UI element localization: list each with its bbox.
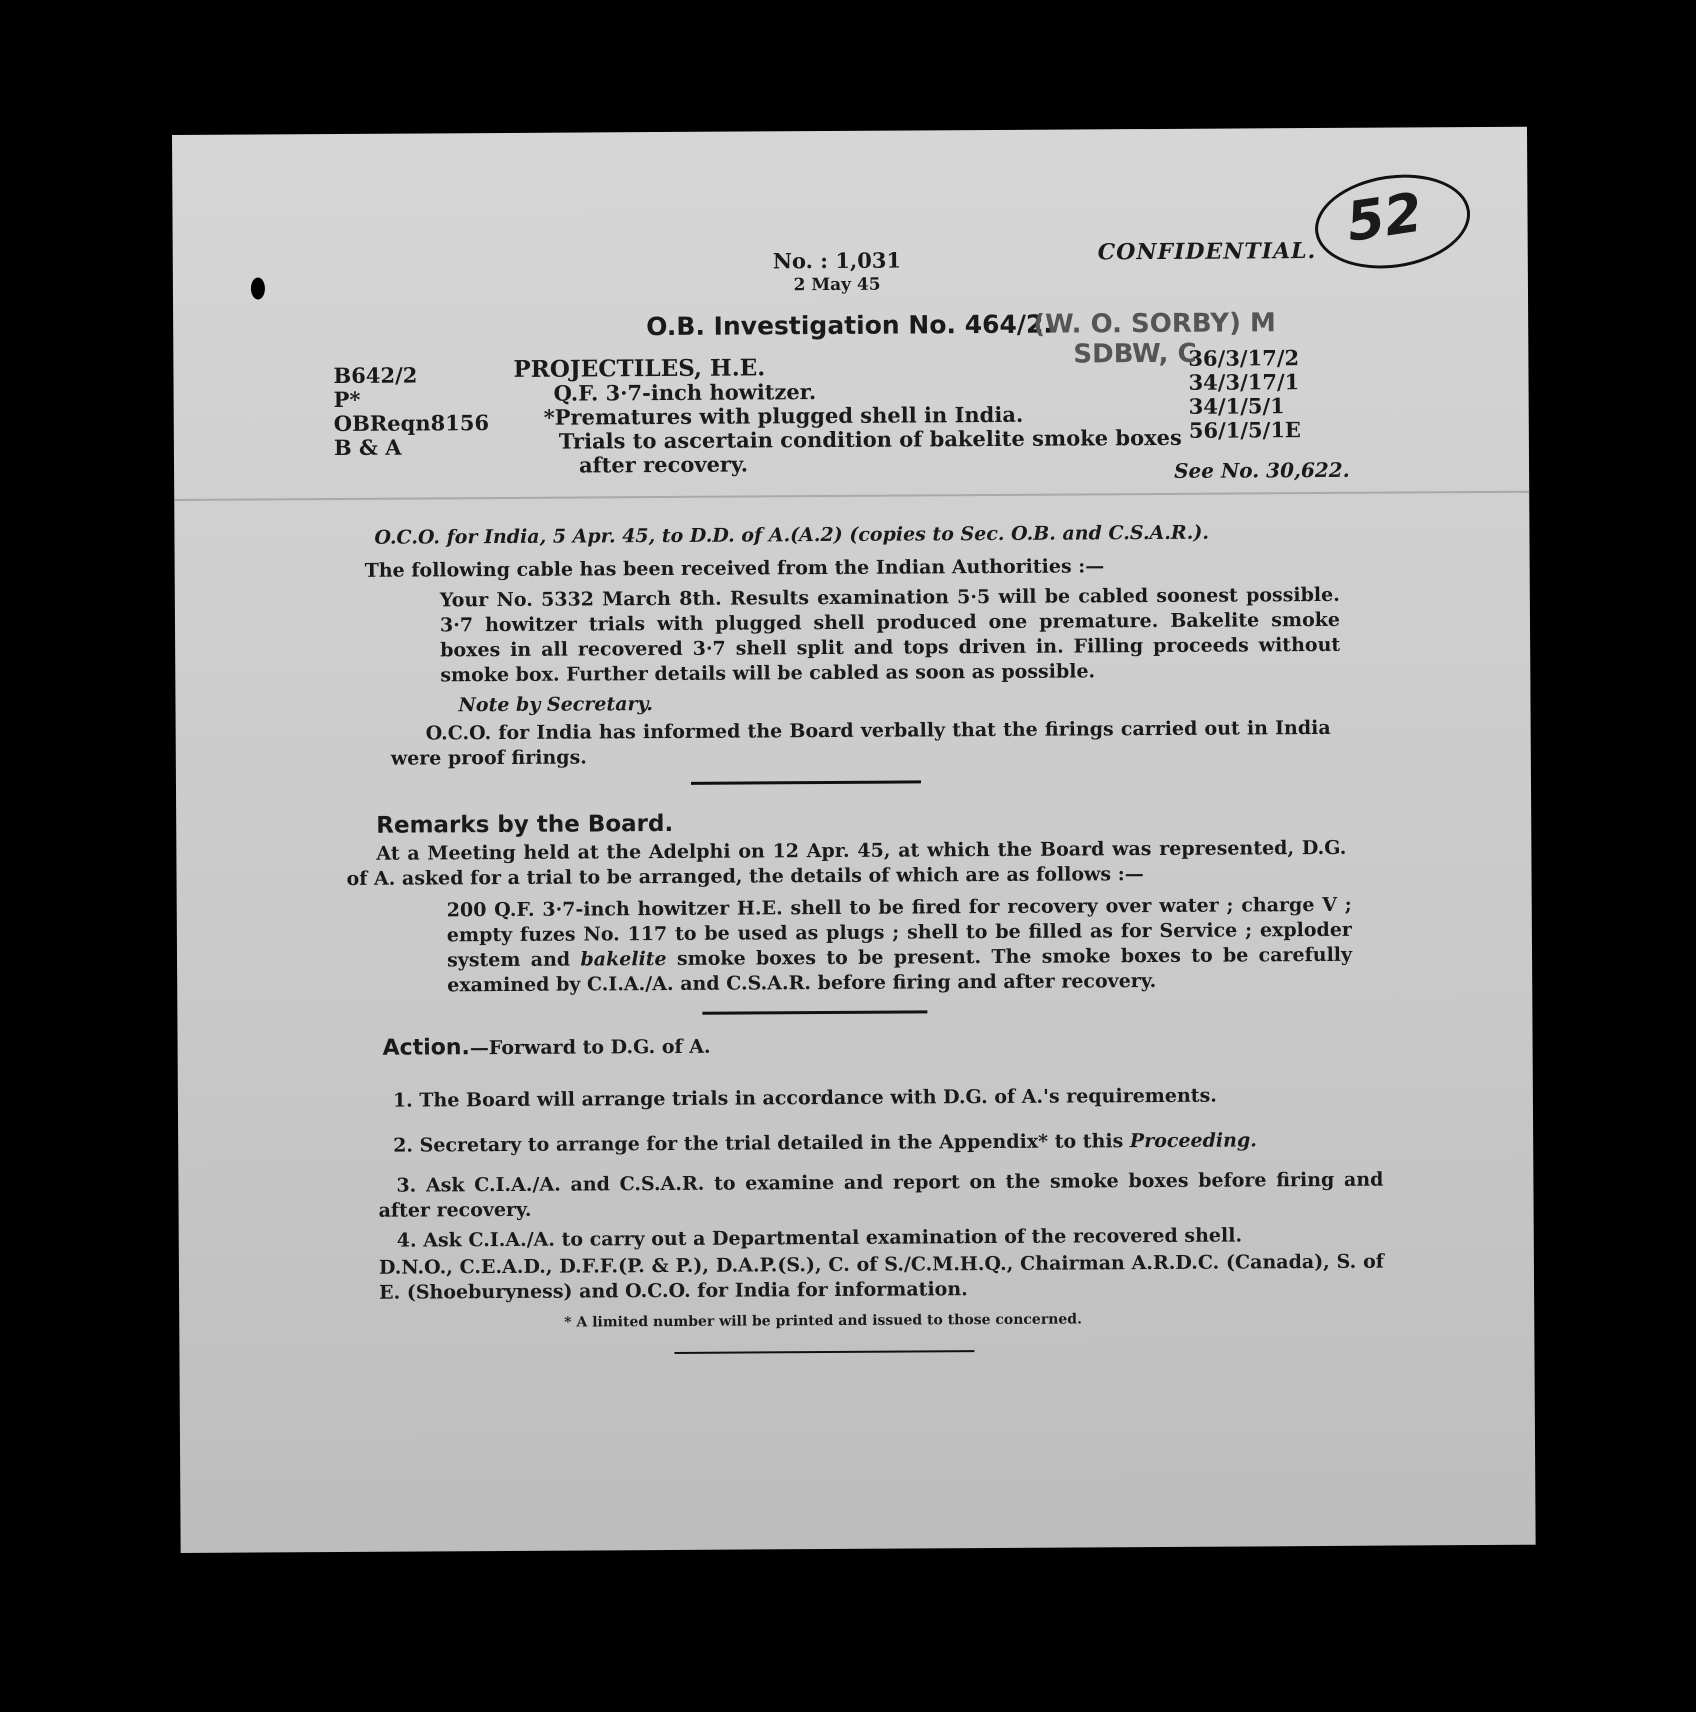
section-rule (674, 1350, 974, 1354)
reference-number: 34/1/5/1 (1188, 393, 1285, 419)
reference-number: 36/3/17/2 (1188, 345, 1300, 371)
hole-punch-mark (251, 277, 265, 299)
investigation-title: O.B. Investigation No. 464/2. (646, 309, 1053, 342)
subject-line: after recovery. (578, 451, 749, 478)
fold-line (174, 491, 1529, 501)
page-number-circle (1309, 165, 1477, 279)
reference-numbers (1188, 346, 1301, 443)
stamp-line-2: SDBW, C (1073, 338, 1197, 370)
file-code: B642/2 (333, 362, 418, 389)
distribution-list: D.N.O., C.E.A.D., D.F.F.(P. & P.), D.A.P.(S.), C. of S./C.M.H.Q., Chairman A.R.D.C. (Canada), S. of E. (Shoeburyness) and O.C.O. for India for information. (378, 1250, 1384, 1304)
action-item-2 (393, 1128, 1257, 1158)
trial-details (447, 893, 1353, 999)
action-item-3: 3. Ask C.I.A./A. and C.S.A.R. to examine and report on the smoke boxes before firing and after recovery. (378, 1168, 1384, 1222)
file-code: OBReqn8156 (333, 410, 490, 437)
document-page (172, 127, 1536, 1553)
reference-number: 34/3/17/1 (1188, 369, 1300, 395)
subject-line: *Prematures with plugged shell in India. (543, 401, 1024, 430)
action-forward: —Forward to D.G. of A. (469, 1035, 711, 1060)
trial-text-part: smoke boxes to be present. The smoke boxes to be carefully examined by C.I.A./A. and C.S.A.R. before firing and after recovery. (447, 943, 1353, 997)
file-code: P* (333, 386, 361, 413)
trial-text-italic: bakelite (580, 947, 667, 971)
cable-text: Your No. 5332 March 8th. Results examination 5·5 will be cabled soonest possible. 3·7 howitzer trials with plugged shell produced one premature. Bakelite smoke boxes in all recovered 3·7 shell split and tops driven in. Filling proceeds without smoke box. Further details will be cabled as soon as possible. (439, 583, 1341, 687)
trial-text-part: 200 Q.F. 3·7-inch howitzer H.E. shell to be fired for recovery over water ; charge V ; empty fuzes No. 117 to be used as plugs ; shell to be filled as for Service ; exploder system and (446, 893, 1352, 972)
note-text: O.C.O. for India has informed the Board verbally that the firings carried out in India were proof firings. (390, 716, 1331, 770)
meeting-text: At a Meeting held at the Adelphi on 12 Apr. 45, at which the Board was represented, D.G. of A. asked for a trial to be arranged, the details of which are as follows :— (346, 836, 1347, 890)
stamp-line-1: (W. O. SORBY) M (1033, 308, 1276, 340)
document-number: No. : 1,031 (772, 247, 902, 274)
note-heading: Note by Secretary. (458, 693, 654, 717)
subject-block (513, 354, 1182, 478)
see-number: See No. 30,622. (1173, 457, 1350, 483)
action-item-2-italic: Proceeding. (1129, 1129, 1257, 1153)
action-item-4: 4. Ask C.I.A./A. to carry out a Departmental examination of the recovered shell. (396, 1224, 1243, 1252)
action-label: Action. (382, 1035, 470, 1061)
reference-number: 56/1/5/1E (1188, 417, 1301, 443)
subject-line: PROJECTILES, H.E. (513, 354, 766, 383)
remarks-heading: Remarks by the Board. (376, 810, 674, 839)
document-date: 2 May 45 (793, 274, 881, 296)
footnote: * A limited number will be printed and issued to those concerned. (564, 1311, 1082, 1331)
action-item-2-text: 2. Secretary to arrange for the trial detailed in the Appendix* to this (393, 1130, 1130, 1157)
page-number: 52 (1342, 180, 1427, 254)
file-codes (333, 363, 489, 460)
cable-intro: The following cable has been received from the Indian Authorities :— (364, 555, 1105, 582)
action-item-1: 1. The Board will arrange trials in accordance with D.G. of A.'s requirements. (392, 1084, 1217, 1112)
subject-line: Q.F. 3·7-inch howitzer. (553, 379, 817, 406)
confidential-marking: CONFIDENTIAL. (1097, 238, 1317, 266)
action-heading (383, 1034, 711, 1062)
section-rule (691, 780, 921, 784)
subject-line: Trials to ascertain condition of bakelite smoke boxes (558, 424, 1182, 454)
section-rule (702, 1010, 927, 1014)
cable-source: O.C.O. for India, 5 Apr. 45, to D.D. of A.(A.2) (copies to Sec. O.B. and C.S.A.R.). (374, 521, 1209, 549)
document-number-block (773, 249, 902, 298)
file-code: B & A (333, 434, 402, 461)
